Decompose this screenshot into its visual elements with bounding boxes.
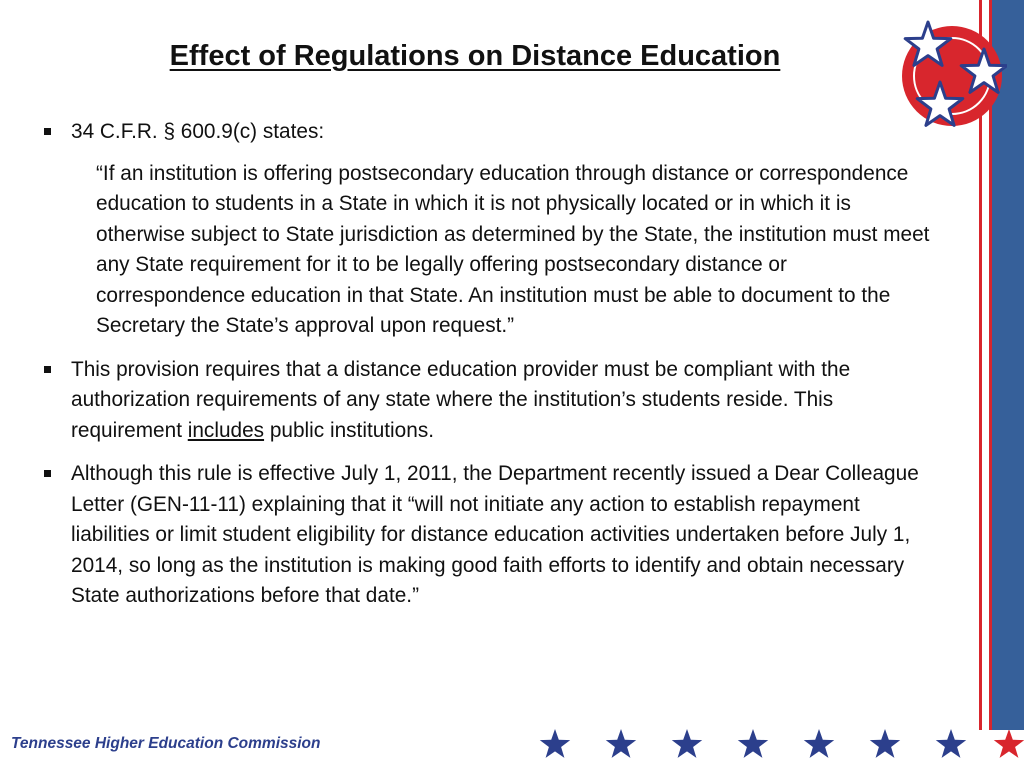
bullet-marker bbox=[44, 128, 51, 135]
bullet-item-regulation bbox=[44, 117, 940, 342]
bullet-text: Although this rule is effective July 1, 2011, the Department recently issued a Dear Colleague Letter (GEN-11-11) explaining that it “will not initiate any action to establish repayment liabilities or limit student eligibility for distance education activities undertaken before July 1, 2014, so long as the institution is making good faith efforts to identify and obtain necessary State authorizations before that date.” bbox=[71, 462, 919, 607]
star-icon bbox=[934, 729, 968, 761]
star-icon bbox=[670, 729, 704, 761]
bullet-marker bbox=[44, 470, 51, 477]
slide-title: Effect of Regulations on Distance Education bbox=[169, 40, 781, 72]
star-icon bbox=[736, 729, 770, 761]
bullet-text: This provision requires that a distance education provider must be compliant with the authorization requirements of any state where the institution’s students reside. This requirement bbox=[71, 357, 851, 442]
slide-body bbox=[44, 117, 940, 625]
emphasis-underlined: includes bbox=[187, 418, 265, 442]
red-star-icon bbox=[992, 729, 1024, 761]
star-icon bbox=[604, 729, 638, 761]
bullet-text-end: public institutions. bbox=[264, 418, 434, 442]
footer-organization: Tennessee Higher Education Commission bbox=[11, 735, 321, 752]
star-icon bbox=[802, 729, 836, 761]
star-icon bbox=[538, 729, 572, 761]
footer-star-row bbox=[538, 729, 1024, 761]
tennessee-tri-star-emblem-icon bbox=[897, 16, 1007, 136]
bullet-item-effective-date bbox=[44, 459, 940, 612]
regulation-quote: “If an institution is offering postsecondary education through distance or correspondence education to students in a State in which it is not physically located or in which it is otherwise subject to State jurisdiction as determined by the State, the institution must meet any State requirement for it to be legally offering postsecondary distance or correspondence education in that State. An institution must be able to document to the Secretary the State’s approval upon request.” bbox=[96, 161, 930, 337]
bullet-text: 34 C.F.R. § 600.9(c) states: bbox=[71, 120, 325, 143]
star-icon bbox=[868, 729, 902, 761]
bullet-marker bbox=[44, 366, 51, 373]
bullet-item-provision bbox=[44, 355, 940, 447]
